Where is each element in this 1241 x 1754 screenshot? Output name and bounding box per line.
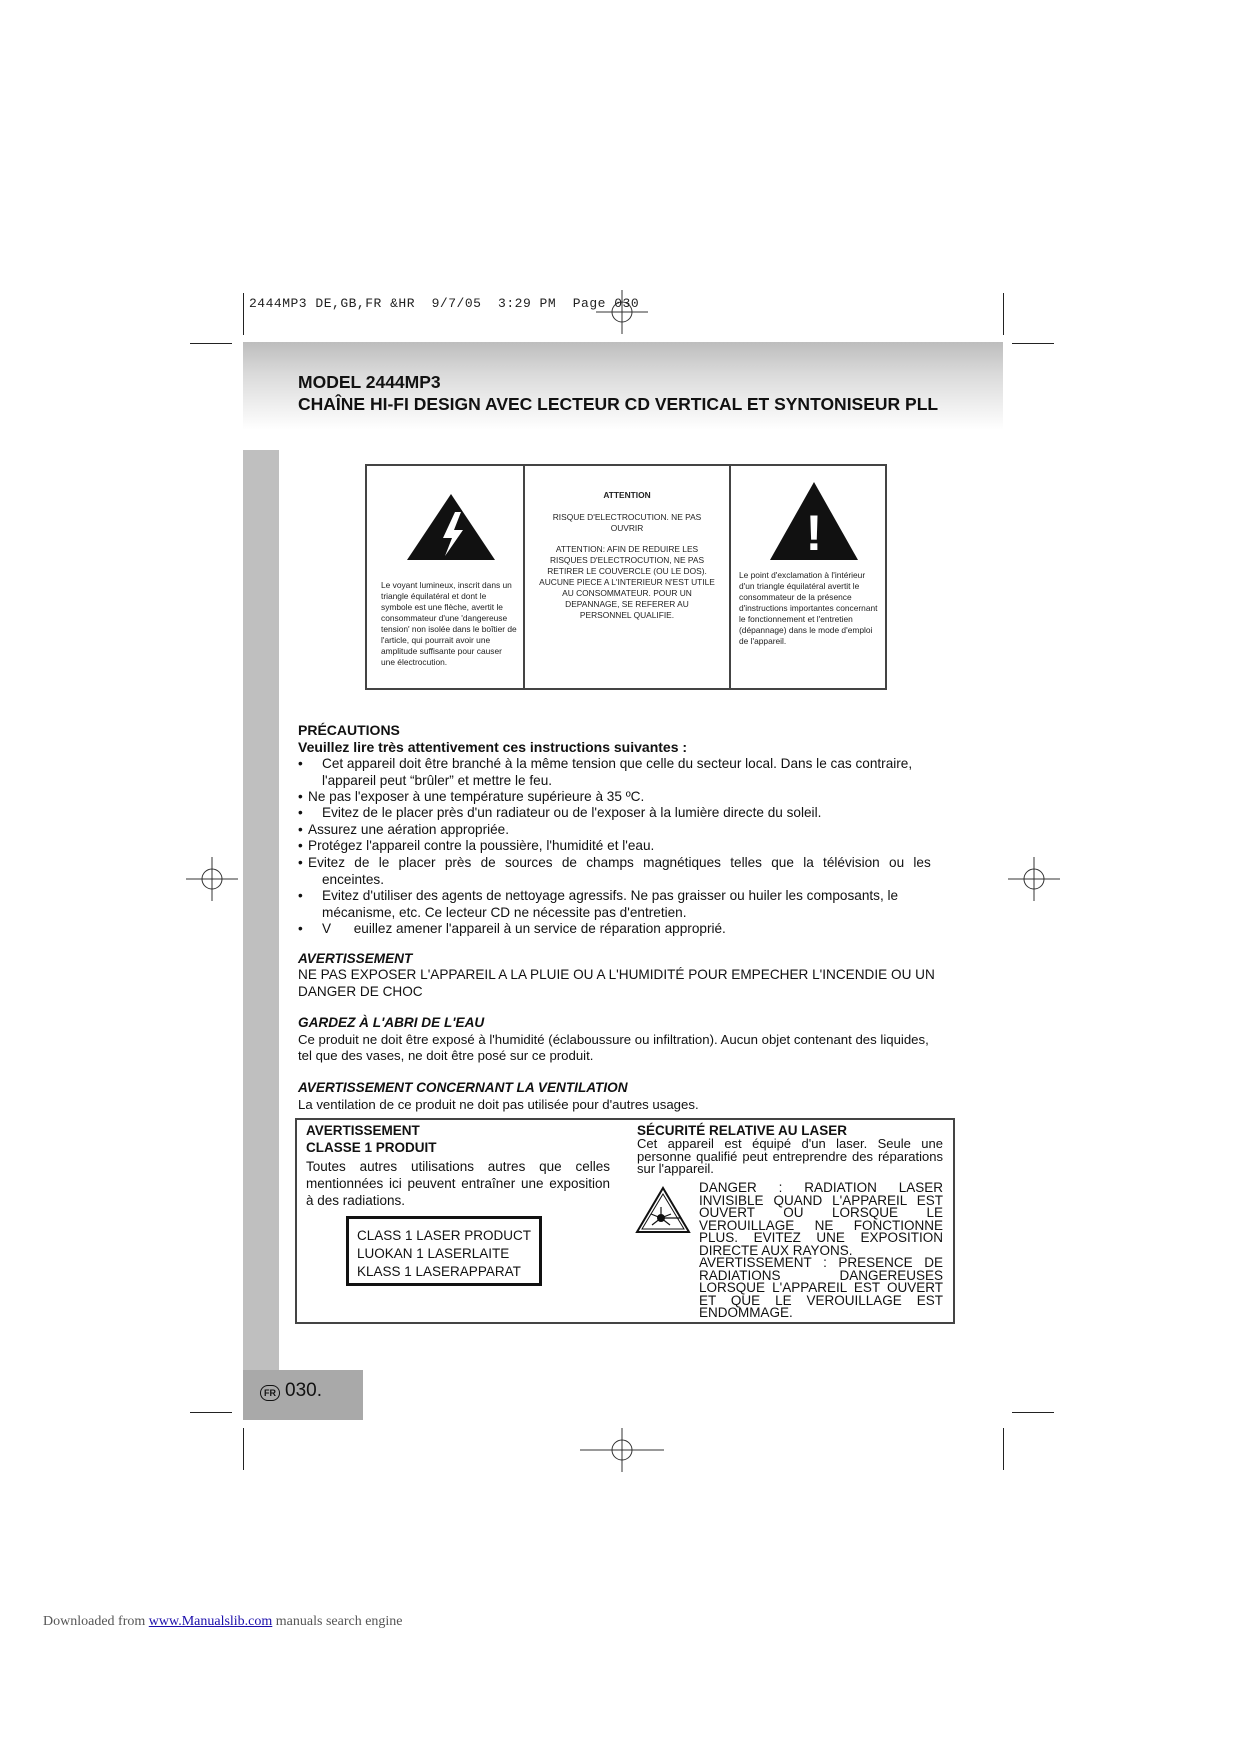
laser-right-text: Cet appareil est équipé d'un laser. Seule une personne qualifié peut entreprendre des réparations sur l'appareil. (637, 1136, 943, 1176)
crop-mark (1012, 343, 1054, 344)
page-title: MODEL 2444MP3 (298, 372, 441, 392)
laser-left-text: Toutes autres utilisations autres que celles mentionnées ici peuvent entraîner une exposition à des radiations. (306, 1159, 610, 1208)
footer-suffix: manuals search engine (272, 1614, 403, 1629)
warning-right-column (731, 466, 885, 688)
crop-mark (1012, 1412, 1054, 1413)
download-footer (43, 1614, 403, 1630)
crop-mark (243, 1428, 244, 1470)
ventilation-line-1: La ventilation de ce produit ne doit pas utilisée pour d'autres usages. (298, 1097, 699, 1112)
registration-mark-icon (1008, 857, 1060, 901)
crop-mark (190, 343, 232, 344)
registration-mark-icon (580, 1428, 664, 1472)
class-label-line-2: LUOKAN 1 LASERLAITE (357, 1246, 510, 1261)
class1-laser-label (346, 1216, 542, 1286)
registration-mark-icon (186, 857, 238, 901)
attention-heading: ATTENTION (603, 490, 651, 500)
gardez-line-2: tel que des vases, ne doit être posé sur ce produit. (298, 1048, 594, 1063)
precautions-intro: Veuillez lire très attentivement ces instructions suivantes : (298, 739, 688, 755)
avertissement-line-1: NE PAS EXPOSER L'APPAREIL A LA PLUIE OU A L'HUMIDITÉ POUR EMPECHER L'INCENDIE OU UN (298, 967, 935, 982)
attention-line-2: ATTENTION: AFIN DE REDUIRE LES RISQUES D'ELECTROCUTION, NE PAS RETIRER LE COUVERCLE (OU LE DOS). AUCUNE PIECE A L'INTERIEUR N'EST UTILE AU CONSOMMATEUR. POUR UN DEPANNAGE, SE REFERER AU PERSONNEL QUALIFIE. (539, 544, 715, 620)
exclamation-glyph: ! (805, 505, 823, 561)
lightning-symbol-description: Le voyant lumineux, inscrit dans un triangle équilatéral et dont le symbole est une flèche, avertit le consommateur d'une 'dangereuse tension' non isolée dans le boîtier de l'article, qui pourrait avoir une amplitude suffisante pour causer une électrocution. (381, 580, 517, 667)
page-number-tab (243, 1370, 363, 1420)
gardez-line-1: Ce produit ne doit être exposé à l'humidité (éclaboussure ou infiltration). Aucun objet contenant des liquides, (298, 1032, 929, 1047)
laser-hazard-icon (635, 1186, 691, 1234)
avertissement-line-2: DANGER DE CHOC (298, 984, 423, 999)
list-item: • Ne pas l'exposer à une température supérieure à 35 ºC. (298, 789, 645, 804)
crop-mark (190, 1412, 232, 1413)
warning-center-column (525, 466, 731, 688)
crop-mark (243, 293, 244, 335)
gardez-heading: GARDEZ À L'ABRI DE L'EAU (298, 1015, 485, 1030)
laser-right-heading: SÉCURITÉ RELATIVE AU LASER (637, 1123, 848, 1138)
class-label-line-3: KLASS 1 LASERAPPARAT (357, 1264, 521, 1279)
crop-mark (1003, 293, 1004, 335)
footer-prefix: Downloaded from (43, 1614, 149, 1629)
page-subtitle: CHAÎNE HI-FI DESIGN AVEC LECTEUR CD VERTICAL ET SYNTONISEUR PLL (298, 394, 939, 414)
list-item: • Evitez de le placer près de sources de champs magnétiques telles que la télévision ou les enceintes. (298, 855, 931, 887)
list-item: • Assurez une aération appropriée. (298, 822, 510, 837)
precautions-heading: PRÉCAUTIONS (298, 722, 400, 738)
laser-left-heading-1: AVERTISSEMENT (306, 1123, 420, 1138)
crop-mark (1003, 1428, 1004, 1470)
exclamation-triangle-icon (768, 480, 860, 562)
list-item: • Evitez d'utiliser des agents de nettoyage agressifs. Ne pas graisser ou huiler les composants, le mécanisme, etc. Ce lecteur CD ne nécessite pas d'entretien. (298, 888, 899, 920)
laser-left-heading-2: CLASSE 1 PRODUIT (306, 1140, 437, 1155)
electric-shock-warning-box (365, 464, 887, 690)
exclamation-symbol-description: Le point d'exclamation à l'intérieur d'un triangle équilatéral avertit le consommateur de la présence d'instructions importantes concernant le fonctionnement et l'entretien (dépannage) dans le mode d'emploi de l'appareil. (739, 570, 878, 646)
manualslib-link[interactable]: www.Manualslib.com (148, 1614, 273, 1629)
language-badge: FR (260, 1385, 280, 1401)
class-label-line-1: CLASS 1 LASER PRODUCT (357, 1228, 532, 1243)
list-item: • V euillez amener l'appareil à un service de réparation approprié. (298, 921, 726, 936)
laser-danger-text: DANGER : RADIATION LASER INVISIBLE QUAND L'APPAREIL EST OUVERT OU LORSQUE LE VEROUILLAGE NE FONCTIONNE PLUS. EVITEZ UNE EXPOSITION DIRECTE AUX RAYONS. (699, 1180, 943, 1258)
warning-left-column (367, 466, 525, 688)
list-item: • Protégez l'appareil contre la poussière, l'humidité et l'eau. (298, 838, 655, 853)
print-header: 2444MP3 DE,GB,FR &HR 9/7/05 3:29 PM Page 030 (249, 296, 640, 311)
list-item: • Cet appareil doit être branché à la même tension que celle du secteur local. Dans le cas contraire, l'appareil peut “brûler” et mettre le feu. (298, 756, 913, 788)
attention-line-1: RISQUE D'ELECTROCUTION. NE PAS OUVRIR (552, 512, 702, 533)
lightning-triangle-icon (405, 492, 497, 562)
list-item: • Evitez de le placer près d'un radiateur ou de l'exposer à la lumière directe du soleil. (298, 805, 822, 820)
side-band (243, 450, 279, 1370)
avertissement-heading: AVERTISSEMENT (298, 951, 413, 966)
ventilation-heading: AVERTISSEMENT CONCERNANT LA VENTILATION (298, 1080, 628, 1095)
page-number: 030. (285, 1380, 322, 1401)
laser-warning-text: AVERTISSEMENT : PRESENCE DE RADIATIONS DANGEREUSES LORSQUE L'APPAREIL EST OUVERT ET QUE LE VEROUILLAGE EST ENDOMMAGE. (699, 1255, 943, 1320)
